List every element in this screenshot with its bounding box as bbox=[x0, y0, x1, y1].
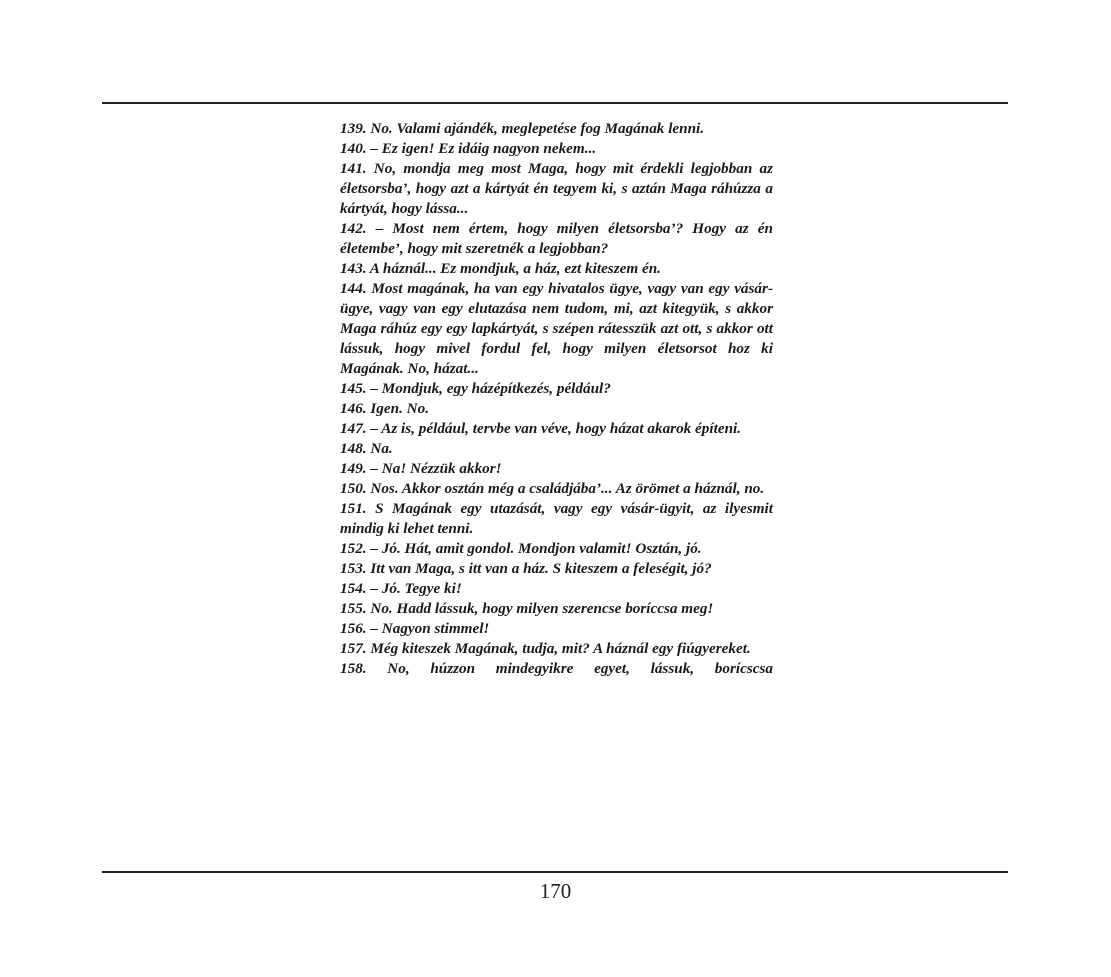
page-number: 170 bbox=[539, 879, 572, 903]
paragraph-152: 152. – Jó. Hát, amit gondol. Mondjon valamit! Osztán, jó. bbox=[340, 540, 702, 557]
paragraph-156: 156. – Nagyon stimmel! bbox=[340, 620, 490, 637]
paragraph-153: 153. Itt van Maga, s itt van a ház. S kiteszem a feleségit, jó? bbox=[340, 560, 712, 577]
paragraph-155: 155. No. Hadd lássuk, hogy milyen szerencse boríccsa meg! bbox=[340, 600, 714, 617]
paragraph-140: 140. – Ez igen! Ez idáig nagyon nekem... bbox=[340, 140, 597, 157]
paragraph-158: 158. No, húzzon mindegyikre egyet, lássuk, borícscsa bbox=[340, 660, 773, 677]
paragraph-147: 147. – Az is, például, tervbe van véve, hogy házat akarok építeni. bbox=[340, 420, 742, 437]
paragraph-144: 144. Most magának, ha van egy hivatalos ügye, vagy van egy vásár-ügye, vagy van egy elutazása nem tudom, mi, azt kitegyük, s akkor Maga ráhúz egy egy lapkártyát, s szépen rátesszük azt ott, s akkor ott lássuk, hogy mivel fordul fel, hogy milyen életsorsot hoz ki Magának. No, házat... bbox=[340, 280, 773, 377]
paragraph-150: 150. Nos. Akkor osztán még a családjába’... Az örömet a háznál, no. bbox=[340, 480, 765, 497]
paragraph-146: 146. Igen. No. bbox=[340, 400, 430, 417]
paragraph-145: 145. – Mondjuk, egy házépítkezés, például? bbox=[340, 380, 611, 397]
paragraph-143: 143. A háznál... Ez mondjuk, a ház, ezt kiteszem én. bbox=[340, 260, 661, 277]
paragraph-149: 149. – Na! Nézzük akkor! bbox=[340, 460, 502, 477]
bottom-rule bbox=[102, 871, 1008, 873]
page-text-block bbox=[340, 119, 773, 679]
paragraph-148: 148. Na. bbox=[340, 440, 393, 457]
paragraph-142: 142. – Most nem értem, hogy milyen életsorsba’? Hogy az én életembe’, hogy mit szeretnék a legjobban? bbox=[340, 220, 773, 257]
paragraph-157: 157. Még kiteszek Magának, tudja, mit? A háznál egy fiúgyereket. bbox=[340, 640, 751, 657]
paragraph-141: 141. No, mondja meg most Maga, hogy mit érdekli legjobban az életsorsba’, hogy azt a kártyát én tegyem ki, s aztán Maga ráhúzza a kártyát, hogy lássa... bbox=[340, 160, 773, 217]
paragraph-151: 151. S Magának egy utazását, vagy egy vásár-ügyit, az ilyesmit mindig ki lehet tenni. bbox=[340, 500, 773, 537]
top-rule bbox=[102, 102, 1008, 104]
paragraph-154: 154. – Jó. Tegye ki! bbox=[340, 580, 462, 597]
paragraph-139: 139. No. Valami ajándék, meglepetése fog Magának lenni. bbox=[340, 120, 705, 137]
